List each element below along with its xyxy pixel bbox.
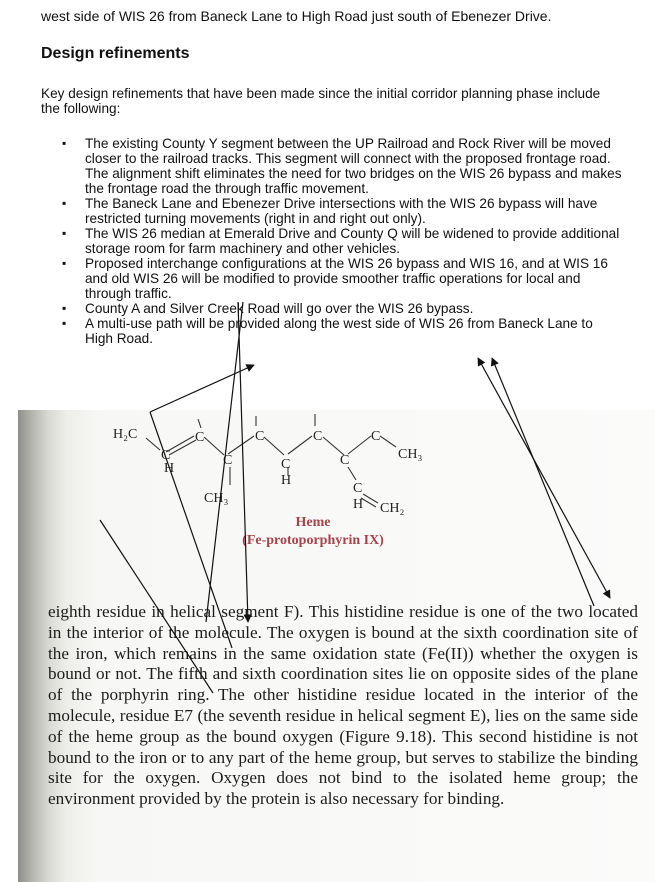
formula-h: H bbox=[353, 497, 364, 512]
formula-c: C bbox=[371, 429, 381, 444]
formula-c: C bbox=[195, 430, 205, 445]
annotation-line bbox=[150, 412, 232, 648]
list-item: ▪ The existing County Y segment between the UP Railroad and Rock River will be moved closer to the railroad tracks. This segment will connect with the proposed frontage road. The alignment shift eliminates the need for two bridges on the WIS 26 bypass and makes the frontage road the through traffic movement. bbox=[62, 136, 622, 196]
continuation-line: west side of WIS 26 from Baneck Lane to High Road just south of Ebenezer Drive. bbox=[41, 8, 552, 24]
figure-caption-subtitle: (Fe-protoporphyrin IX) bbox=[242, 533, 384, 548]
annotation-arrow bbox=[150, 365, 254, 412]
intro-paragraph: Key design refinements that have been made since the initial corridor planning phase include the following: bbox=[41, 86, 601, 116]
annotation-line bbox=[206, 302, 243, 622]
formula-ch3: CH₃ bbox=[204, 491, 229, 506]
annotation-arrow bbox=[238, 302, 248, 622]
list-item: ▪ County A and Silver Creek Road will go over the WIS 26 bypass. bbox=[62, 301, 622, 316]
annotation-arrow bbox=[478, 358, 610, 598]
body-paragraph: eighth residue in helical segment F). This histidine residue is one of the two located in the interior of the molecule. The oxygen is bound at the sixth coordination site of the iron, which remains in the same oxidation state (Fe(II)) whether the oxygen is bound or not. The fifth and sixth coordination sites lie on opposite sides of the plane of the porphyrin ring. The other histidine residue located in the interior of the molecule, residue E7 (the seventh residue in helical segment E), lies on the same side of the heme group as the bound oxygen (Figure 9.18). This second histidine is not bound to the iron or to any part of the heme group, but serves to stabilize the binding site for the oxygen. Oxygen does not bind to the isolated heme group; the environment provided by the protein is also necessary for binding. bbox=[48, 602, 638, 809]
formula-c: C bbox=[223, 453, 233, 468]
formula-c: C bbox=[340, 453, 350, 468]
formula-c: C bbox=[313, 429, 323, 444]
section-heading: Design refinements bbox=[41, 45, 190, 62]
list-item: ▪ The WIS 26 median at Emerald Drive and County Q will be widened to provide additional storage room for farm machinery and other vehicles. bbox=[62, 226, 622, 256]
formula-c: C bbox=[255, 429, 265, 444]
formula-c: C bbox=[161, 448, 171, 463]
formula-ch3: CH₃ bbox=[398, 447, 423, 462]
formula-c: C bbox=[353, 481, 363, 496]
figure-caption-title: Heme bbox=[295, 515, 331, 530]
formula-h2c: H₂C bbox=[113, 427, 138, 442]
annotation-arrow bbox=[492, 358, 594, 606]
formula-h: H bbox=[281, 473, 292, 488]
formula-ch2: CH₂ bbox=[380, 501, 405, 516]
list-item: ▪ A multi-use path will be provided along the west side of WIS 26 from Baneck Lane to High Road. bbox=[62, 316, 622, 346]
formula-h: H bbox=[164, 461, 175, 476]
formula-c: C bbox=[281, 457, 291, 472]
list-item: ▪ Proposed interchange configurations at the WIS 26 bypass and WIS 16, and at WIS 16 and old WIS 26 will be modified to provide smoother traffic operations for local and through traffic. bbox=[62, 256, 622, 301]
list-item: ▪ The Baneck Lane and Ebenezer Drive intersections with the WIS 26 bypass will have restricted turning movements (right in and right out only). bbox=[62, 196, 622, 226]
